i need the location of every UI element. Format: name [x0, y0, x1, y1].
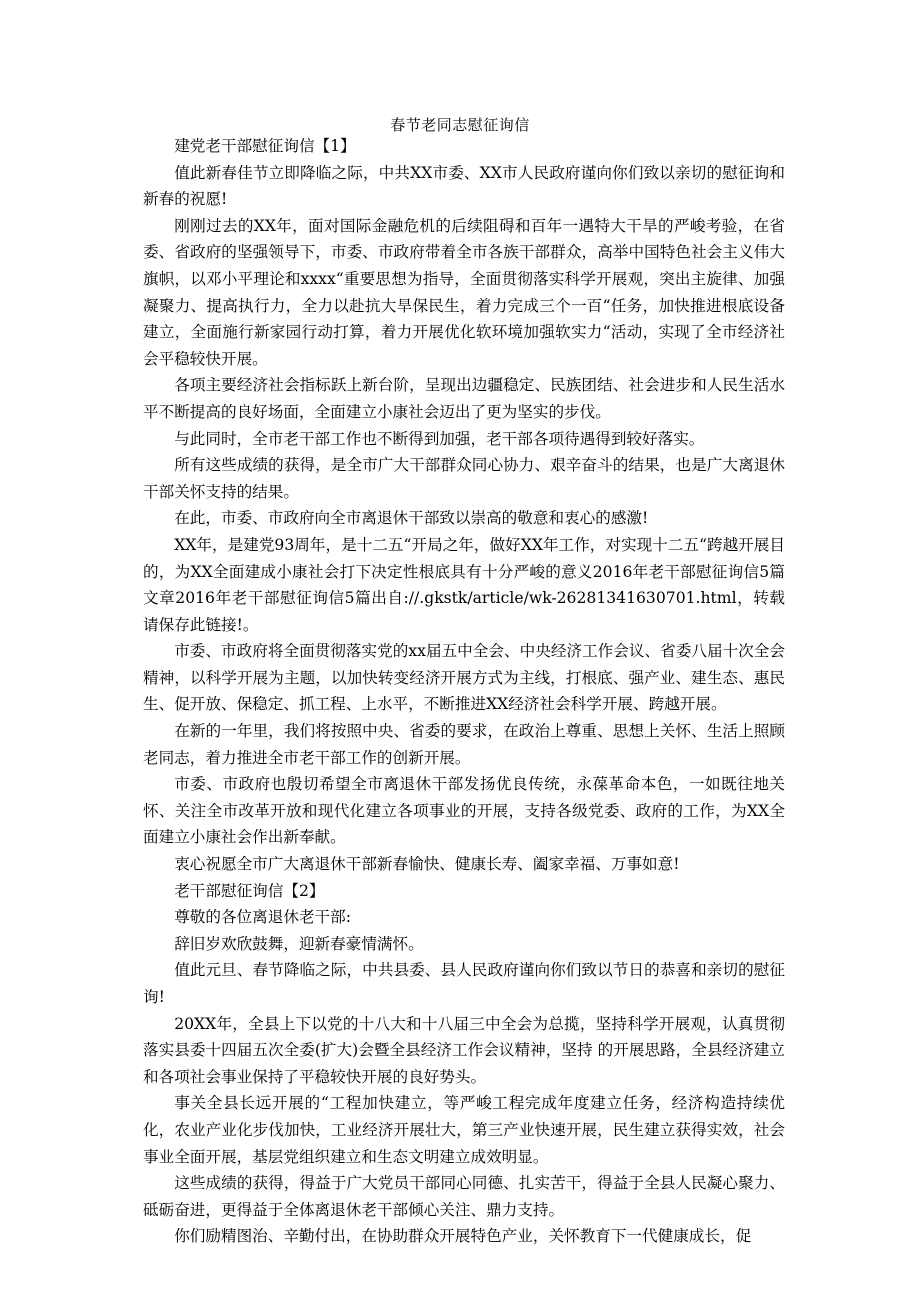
paragraph: 在此，市委、市政府向全市离退休干部致以崇高的敬意和衷心的感激! — [174, 509, 649, 528]
paragraph: 你们励精图治、辛勤付出，在协助群众开展特色产业，关怀教育下一代健康成长，促 — [174, 1227, 752, 1246]
paragraph: 事关全县长远开展的“工程加快建立，等严峻工程完成年度建立任务，经济构造持续优化，农业产业化步伐加快，工业经济开展壮大，第三产业快速开展，民生建立获得实效，社会事业全面开展，基层党组织建立和生态文明建立成效明显。 — [143, 1094, 785, 1166]
paragraph: 这些成绩的获得，得益于广大党员干部同心同德、扎实苦干，得益于全县人民凝心聚力、砥砺奋进，更得益于全体离退休老干部倾心关注、鼎力支持。 — [143, 1174, 785, 1219]
document-title: 春节老同志慰征询信 — [390, 116, 530, 134]
paragraph: 20XX年，全县上下以党的十八大和十八届三中全会为总揽，坚持科学开展观，认真贯彻落实县委十四届五次全委(扩大)会暨全县经济工作会议精神，坚持 的开展思路，全县经济建立和各项社会事业保持了平稳较快开展的良好势头。 — [143, 1014, 785, 1086]
document-body — [143, 133, 785, 1250]
paragraph: 所有这些成绩的获得，是全市广大干部群众同心协力、艰辛奋斗的结果，也是广大离退休干部关怀支持的结果。 — [143, 456, 785, 501]
paragraph: 值此新春佳节立即降临之际，中共XX市委、XX市人民政府谨向你们致以亲切的慰征询和新春的祝愿! — [143, 163, 785, 209]
paragraph: 在新的一年里，我们将按照中央、省委的要求，在政治上尊重、思想上关怀、生活上照顾老同志，着力推进全市老干部工作的创新开展。 — [143, 722, 785, 767]
paragraph: 值此元旦、春节降临之际，中共县委、县人民政府谨向你们致以节日的恭喜和亲切的慰征询! — [143, 961, 785, 1006]
paragraph: 市委、市政府将全面贯彻落实党的xx届五中全会、中央经济工作会议、省委八届十次全会精神，以科学开展为主题，以加快转变经济开展方式为主线，打根底、强产业、建生态、惠民生、促开放、保稳定、抓工程、上水平，不断推进XX经济社会科学开展、跨越开展。 — [143, 642, 785, 714]
paragraph: 市委、市政府也殷切希望全市离退休干部发扬优良传统，永葆革命本色，一如既往地关怀、关注全市改革开放和现代化建立各项事业的开展，支持各级党委、政府的工作，为XX全面建立小康社会作出新奉献。 — [143, 775, 785, 847]
paragraph: XX年，是建党93周年，是十二五“开局之年，做好XX年工作，对实现十二五“跨越开展目的，为XX全面建成小康社会打下决定性根底具有十分严峻的意义2016年老干部慰征询信5篇文章2016年老干部慰征询信5篇出自://.gkstk/article/wk-26281341630701.html，转载请保存此链接!。 — [143, 535, 785, 634]
paragraph: 各项主要经济社会指标跃上新台阶，呈现出边疆稳定、民族团结、社会进步和人民生活水平不断提高的良好场面，全面建立小康社会迈出了更为坚实的步伐。 — [143, 376, 785, 421]
paragraph: 辞旧岁欢欣鼓舞，迎新春豪情满怀。 — [174, 934, 424, 953]
section-heading-2: 老干部慰征询信【2】 — [174, 881, 325, 900]
salutation: 尊敬的各位离退休老干部: — [174, 908, 351, 927]
paragraph: 刚刚过去的XX年，面对国际金融危机的后续阻碍和百年一遇特大干旱的严峻考验，在省委、省政府的坚强领导下，市委、市政府带着全市各族干部群众，高举中国特色社会主义伟大旗帜，以邓小平理论和xxxx“重要思想为指导，全面贯彻落实科学开展观，突出主旋律、加强凝聚力、提高执行力，全力以赴抗大旱保民生，着力完成三个一百“任务，加快推进根底设备建立，全面施行新家园行动打算，着力开展优化软环境加强软实力“活动，实现了全市经济社会平稳较快开展。 — [143, 216, 785, 368]
paragraph: 与此同时，全市老干部工作也不断得到加强，老干部各项待遇得到较好落实。 — [174, 429, 705, 448]
section-heading-1: 建党老干部慰征询信【1】 — [174, 137, 356, 155]
paragraph: 衷心祝愿全市广大离退休干部新春愉快、健康长寿、阖家幸福、万事如意! — [174, 855, 680, 874]
